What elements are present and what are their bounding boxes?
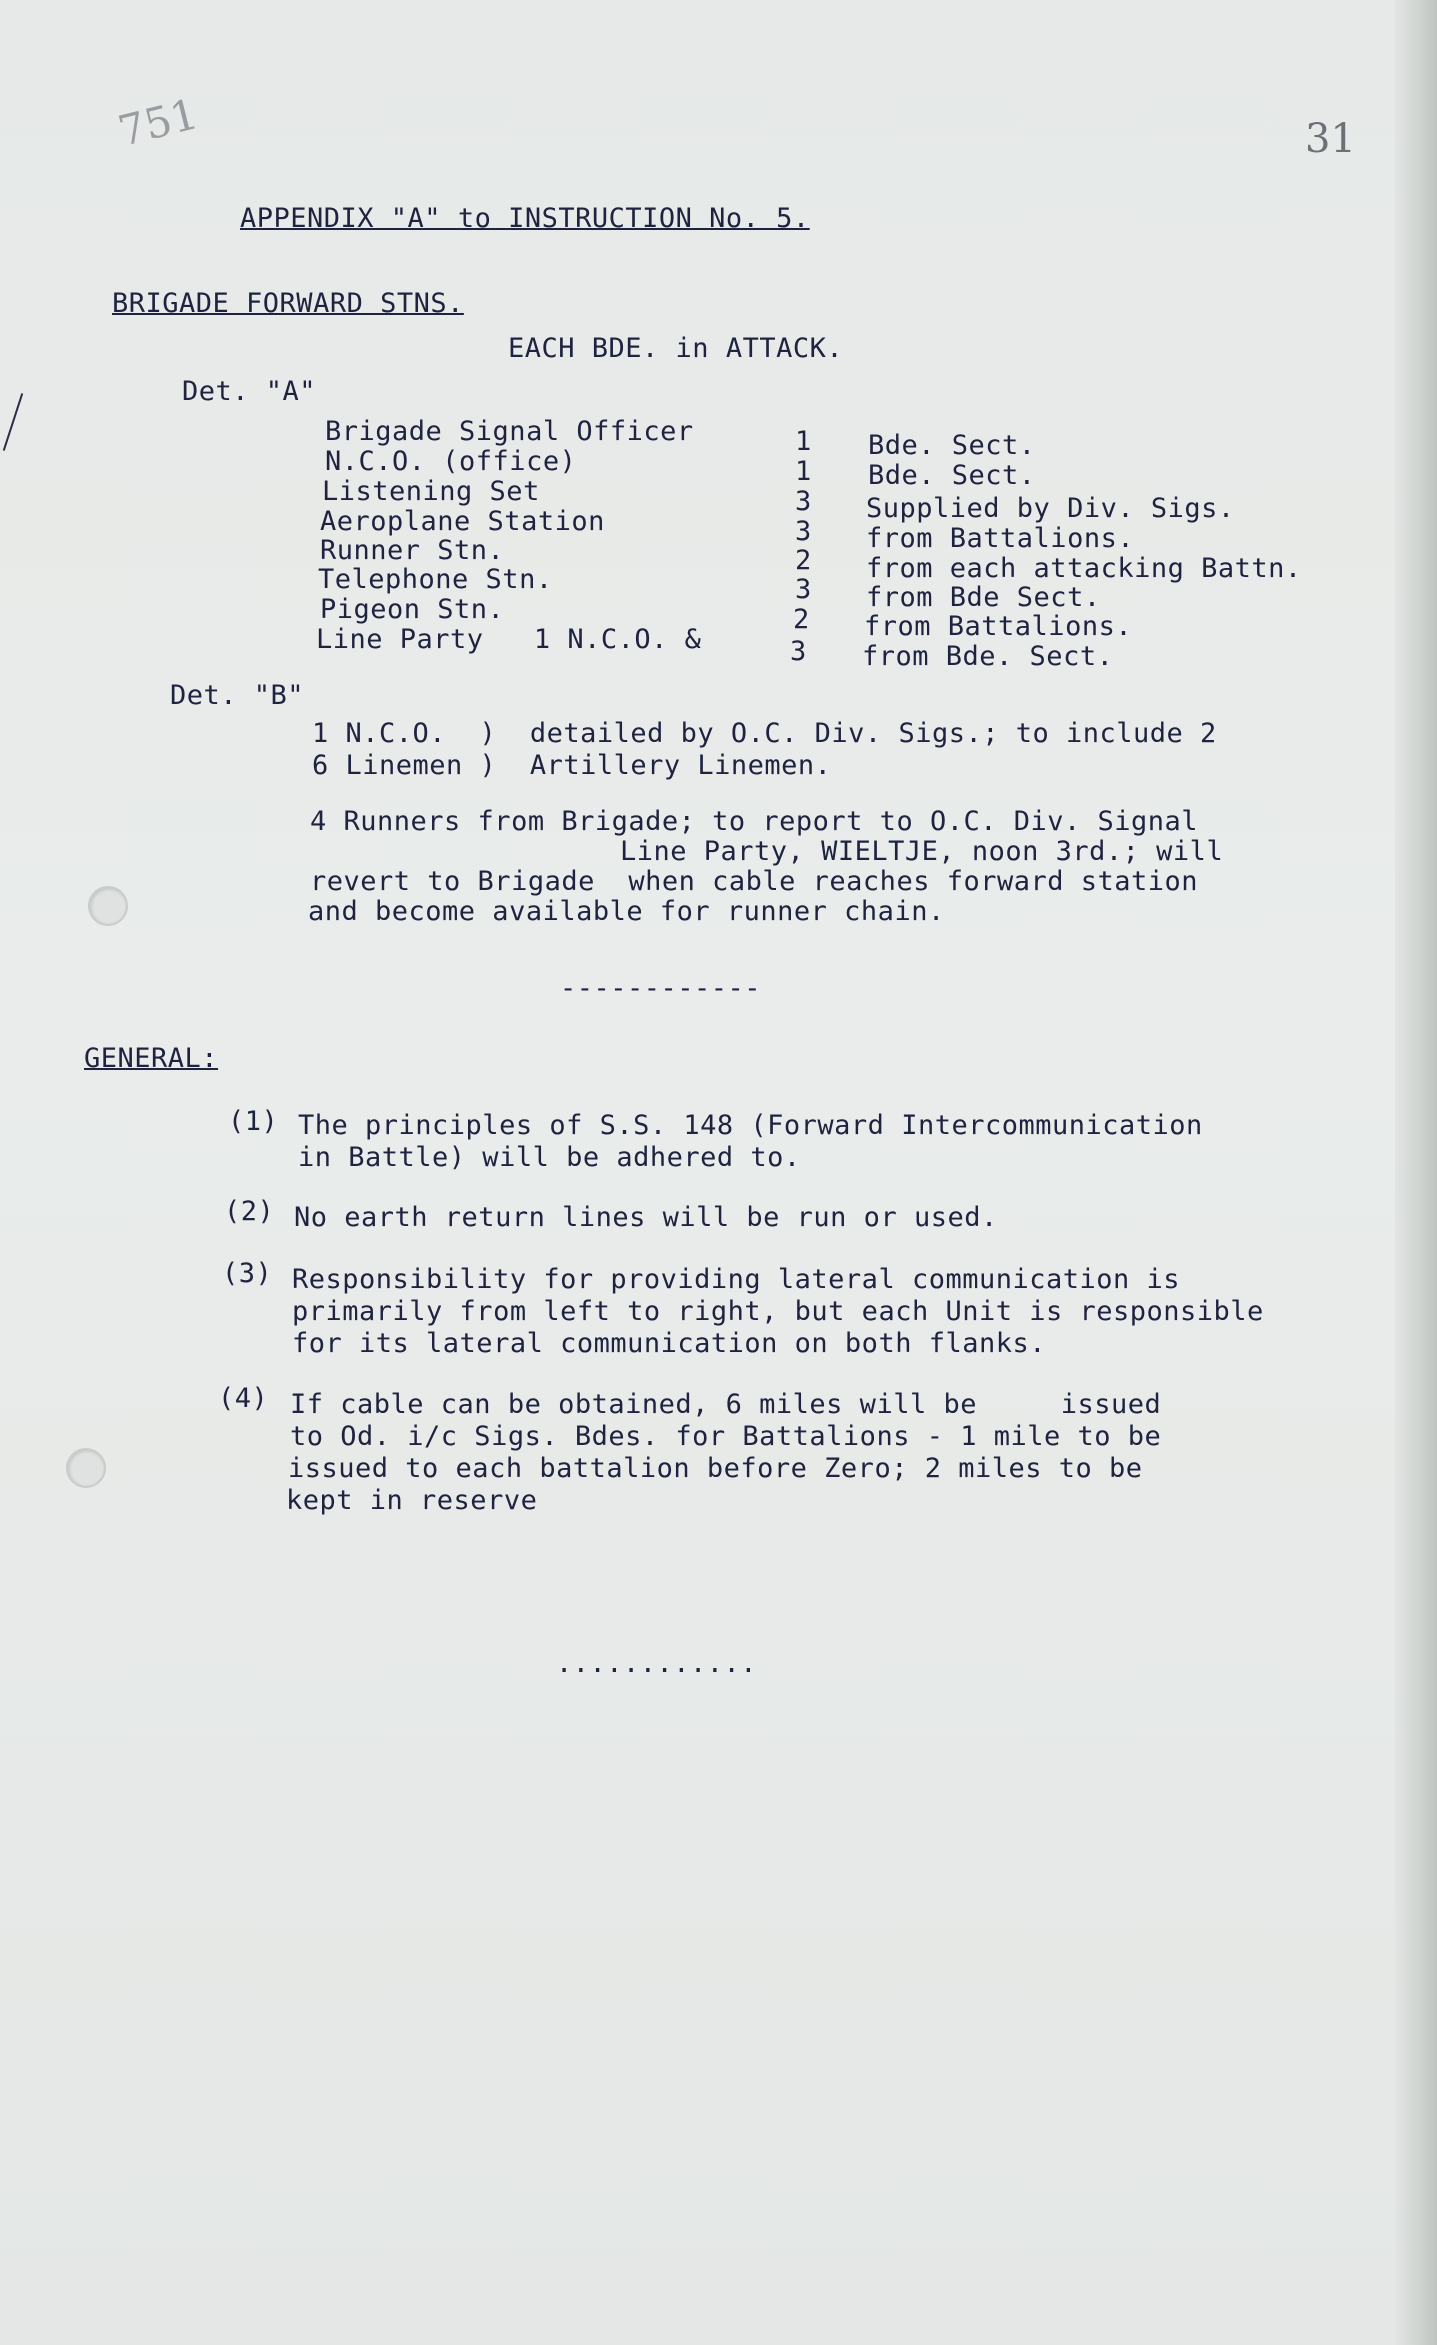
det-a-item: Aeroplane Station [320, 506, 605, 537]
det-a-qty: 3 [795, 574, 812, 605]
list-item-number: (1) [228, 1106, 279, 1137]
runners-line: revert to Brigade when cable reaches forward station [310, 866, 1199, 897]
det-a-qty: 3 [795, 486, 812, 517]
det-b-line: 1 N.C.O. ) detailed by O.C. Div. Sigs.; to include 2 [312, 718, 1217, 749]
end-mark: ............ [556, 1648, 758, 1679]
runners-line: Line Party, WIELTJE, noon 3rd.; will [620, 836, 1224, 867]
det-a-source: from Battalions. [864, 611, 1133, 642]
det-a-qty: 2 [795, 545, 812, 576]
page-title: APPENDIX "A" to INSTRUCTION No. 5. [240, 203, 810, 234]
det-a-source: from each attacking Battn. [866, 553, 1302, 584]
det-a-qty: 1 [795, 456, 812, 487]
list-item-line: issued to each battalion before Zero; 2 miles to be [288, 1453, 1143, 1484]
det-a-qty: 1 [795, 426, 812, 457]
list-item-line: The principles of S.S. 148 (Forward Intercommunication [298, 1110, 1203, 1141]
list-item-number: (4) [218, 1383, 269, 1414]
det-a-item: Pigeon Stn. [320, 594, 505, 625]
list-item-line: Responsibility for providing lateral communication is [292, 1264, 1181, 1295]
det-a-item: Line Party 1 N.C.O. & [316, 624, 702, 655]
det-a-item: Listening Set [322, 476, 540, 507]
list-item-number: (2) [224, 1196, 275, 1227]
det-a-source: Bde. Sect. [868, 430, 1036, 461]
det-a-qty: 3 [795, 516, 812, 547]
punch-hole [66, 1448, 106, 1488]
list-item-line: kept in reserve [286, 1485, 538, 1516]
list-item-line: If cable can be obtained, 6 miles will be issued [290, 1389, 1162, 1420]
pencil-reference: 751 [113, 89, 203, 156]
list-item-line: primarily from left to right, but each Unit is responsible [292, 1296, 1264, 1327]
det-a-item: Brigade Signal Officer [325, 416, 694, 447]
det-a-item: N.C.O. (office) [325, 446, 577, 477]
page-number: 31 [1305, 116, 1356, 162]
page-edge [1395, 0, 1437, 2345]
section-heading: BRIGADE FORWARD STNS. [112, 288, 464, 319]
det-a-source: from Bde Sect. [866, 582, 1101, 613]
list-item-line: in Battle) will be adhered to. [298, 1142, 801, 1173]
general-heading: GENERAL: [84, 1043, 219, 1074]
det-a-source: from Bde. Sect. [862, 641, 1114, 672]
runners-line: 4 Runners from Brigade; to report to O.C. Div. Signal [310, 806, 1199, 837]
det-b-label: Det. "B" [170, 680, 305, 711]
separator-line: ------------ [560, 973, 762, 1004]
list-item-line: for its lateral communication on both flanks. [292, 1328, 1046, 1359]
list-item-line: to Od. i/c Sigs. Bdes. for Battalions - 1 mile to be [290, 1421, 1162, 1452]
punch-hole [88, 886, 128, 926]
det-b-line: 6 Linemen ) Artillery Linemen. [312, 750, 832, 781]
runners-line: and become available for runner chain. [308, 896, 945, 927]
list-item-number: (3) [222, 1258, 273, 1289]
det-a-item: Runner Stn. [320, 535, 505, 566]
det-a-source: from Battalions. [866, 523, 1135, 554]
list-item-line: No earth return lines will be run or used. [294, 1202, 998, 1233]
det-a-source: Supplied by Div. Sigs. [866, 493, 1235, 524]
det-a-item: Telephone Stn. [318, 564, 553, 595]
section-subheading: EACH BDE. in ATTACK. [508, 333, 844, 364]
det-a-qty: 3 [790, 636, 807, 667]
det-a-qty: 2 [793, 604, 810, 635]
det-a-label: Det. "A" [182, 376, 317, 407]
det-a-source: Bde. Sect. [868, 460, 1036, 491]
